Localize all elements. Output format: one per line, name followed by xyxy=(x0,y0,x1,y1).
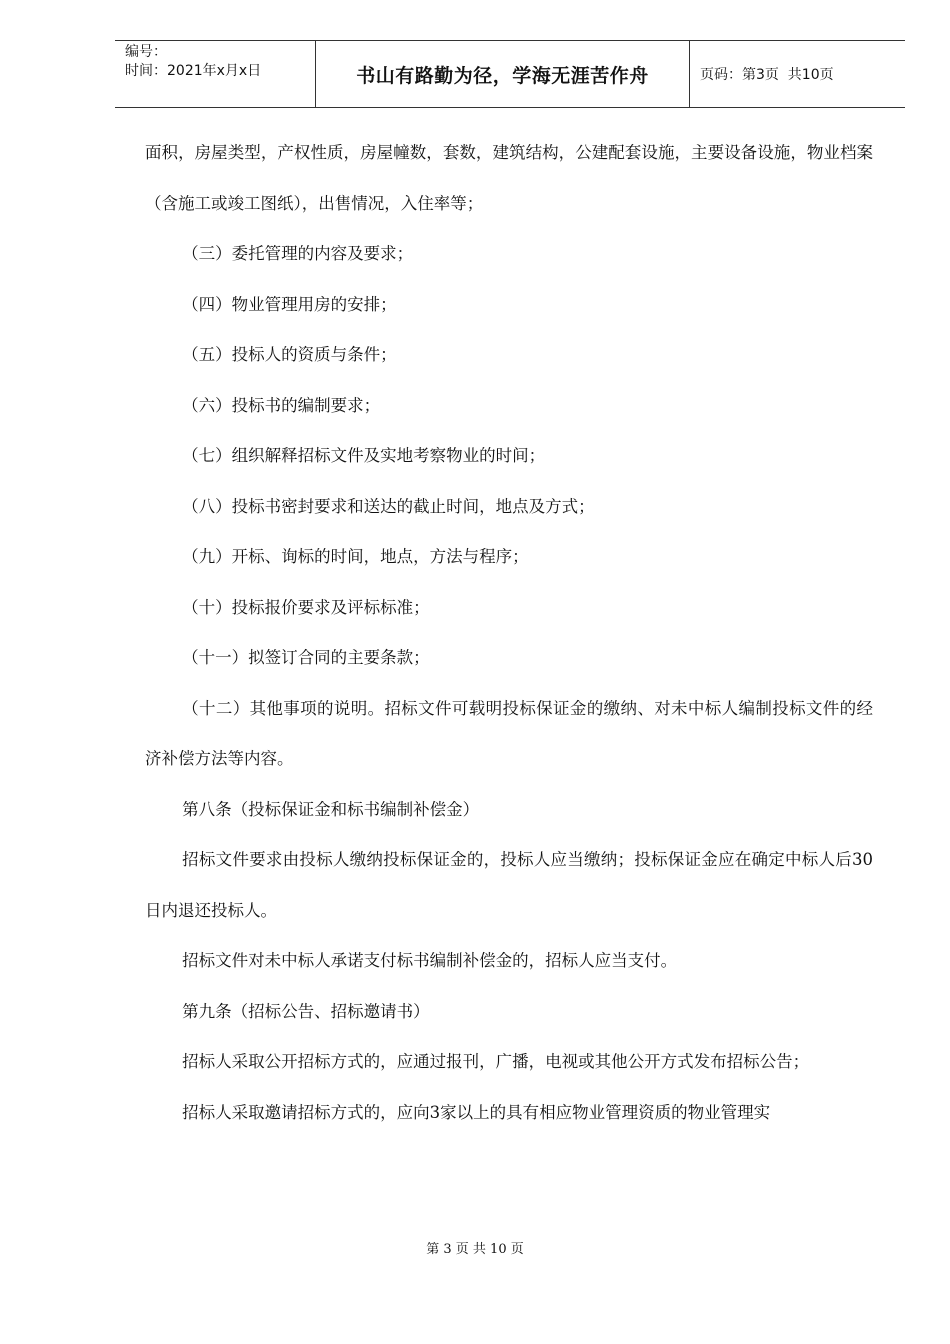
paragraph: 招标文件要求由投标人缴纳投标保证金的，投标人应当缴纳；投标保证金应在确定中标人后30日内退还投标人。 xyxy=(145,850,873,920)
paragraph: （五）投标人的资质与条件； xyxy=(182,345,397,364)
document-time: 时间：2021年x月x日 xyxy=(125,63,262,79)
paragraph: （十一）拟签订合同的主要条款； xyxy=(182,648,430,667)
document-body xyxy=(145,128,873,1138)
section-heading: 第八条（投标保证金和标书编制补偿金） xyxy=(182,799,480,819)
document-number: 编号： xyxy=(125,44,167,60)
motto-text: 书山有路勤为径，学海无涯苦作舟 xyxy=(356,64,649,87)
paragraph: （八）投标书密封要求和送达的截止时间，地点及方式； xyxy=(182,496,595,516)
paragraph: 招标人采取公开招标方式的，应通过报刊，广播，电视或其他公开方式发布招标公告； xyxy=(182,1052,810,1071)
document-header xyxy=(115,40,905,108)
header-page-info xyxy=(690,41,905,107)
paragraph: （四）物业管理用房的安排； xyxy=(182,294,397,314)
paragraph: （三）委托管理的内容及要求； xyxy=(182,244,414,263)
paragraph: 面积，房屋类型，产权性质，房屋幢数，套数，建筑结构，公建配套设施，主要设备设施，物业档案（含施工或竣工图纸），出售情况，入住率等； xyxy=(145,143,873,213)
paragraph: （十）投标报价要求及评标标准； xyxy=(182,597,430,617)
header-meta xyxy=(115,41,316,107)
paragraph: 招标文件对未中标人承诺支付标书编制补偿金的，招标人应当支付。 xyxy=(182,951,678,970)
paragraph: 招标人采取邀请招标方式的，应向3家以上的具有相应物业管理资质的物业管理实 xyxy=(182,1102,771,1122)
page-indicator: 页码：第3页 共10页 xyxy=(700,67,834,83)
header-motto xyxy=(316,41,690,107)
paragraph: （十二）其他事项的说明。招标文件可载明投标保证金的缴纳、对未中标人编制投标文件的经济补偿方法等内容。 xyxy=(145,698,873,768)
section-heading: 第九条（招标公告、招标邀请书） xyxy=(182,1001,430,1021)
paragraph: （七）组织解释招标文件及实地考察物业的时间； xyxy=(182,446,546,465)
paragraph: （六）投标书的编制要求； xyxy=(182,395,381,415)
page-footer: 第 3 页 共 10 页 xyxy=(426,1242,524,1257)
paragraph: （九）开标、询标的时间，地点，方法与程序； xyxy=(182,547,529,566)
